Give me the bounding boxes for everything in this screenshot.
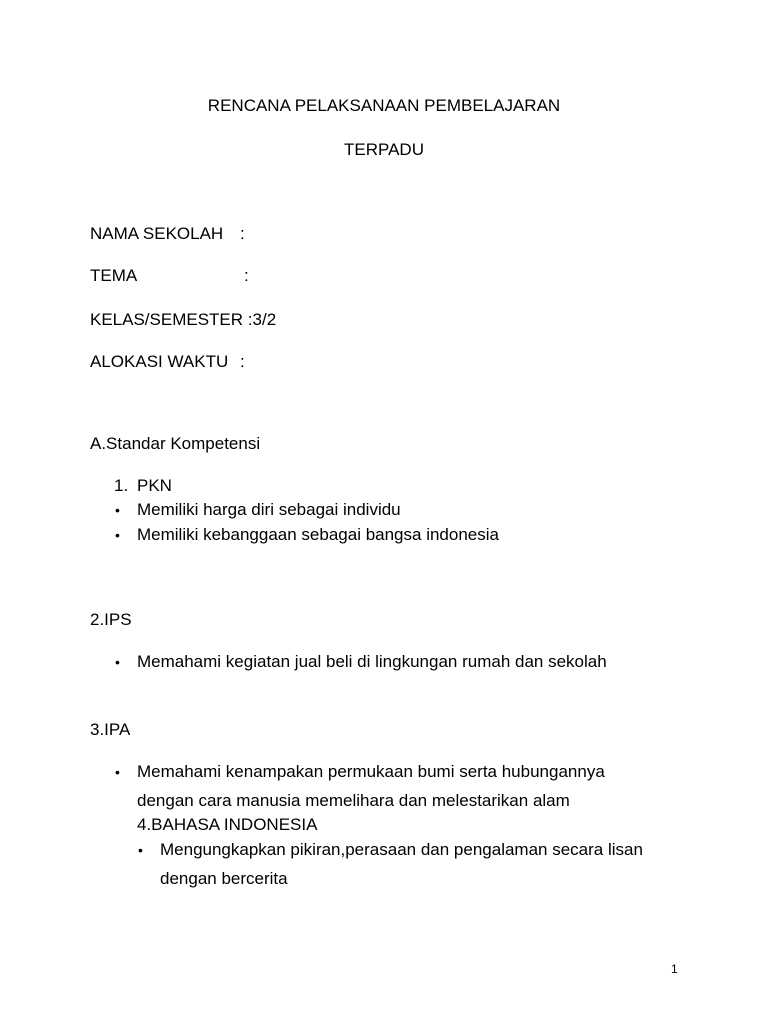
field-label-tema: TEMA: [90, 266, 138, 285]
ipa-bullet-line-2: dengan cara manusia memelihara dan melestarikan alam: [137, 791, 570, 810]
section-heading: A.Standar Kompetensi: [90, 434, 261, 453]
ipa-bullet-line-1: Memahami kenampakan permukaan bumi serta hubungannya: [137, 762, 605, 781]
ipa-title: 3.IPA: [90, 720, 131, 739]
bahasa-bullet-line-2: dengan bercerita: [160, 869, 288, 888]
field-label-kelas-semester: [90, 310, 276, 330]
bullet-icon: •: [115, 654, 120, 670]
pkn-bullet-2: Memiliki kebanggaan sebagai bangsa indonesia: [137, 525, 499, 544]
field-separator-nama-sekolah: :: [240, 224, 245, 243]
bullet-icon: •: [115, 527, 120, 543]
page-number: 1: [671, 962, 678, 976]
pkn-number: 1.: [114, 476, 129, 495]
pkn-title: PKN: [137, 476, 172, 495]
bullet-icon: •: [138, 842, 143, 858]
field-separator-kelas-semester: :: [247, 310, 253, 329]
pkn-bullet-1: Memiliki harga diri sebagai individu: [137, 500, 401, 519]
ips-bullet-1: Memahami kegiatan jual beli di lingkungan rumah dan sekolah: [137, 652, 607, 671]
field-label-kelas-semester-text: KELAS/SEMESTER: [90, 310, 244, 329]
ips-title: 2.IPS: [90, 610, 132, 629]
field-label-nama-sekolah: NAMA SEKOLAH: [90, 224, 224, 243]
bullet-icon: •: [115, 764, 120, 780]
field-label-alokasi-waktu: ALOKASI WAKTU: [90, 352, 229, 371]
field-separator-tema: :: [244, 266, 249, 285]
field-separator-alokasi-waktu: :: [240, 352, 245, 371]
document-subtitle: TERPADU: [344, 140, 424, 159]
bullet-icon: •: [115, 502, 120, 518]
field-value-kelas-semester: 3/2: [252, 310, 277, 329]
bahasa-title: 4.BAHASA INDONESIA: [137, 815, 318, 834]
document-title: RENCANA PELAKSANAAN PEMBELAJARAN: [207, 96, 561, 115]
bahasa-bullet-line-1: Mengungkapkan pikiran,perasaan dan pengalaman secara lisan: [160, 840, 643, 859]
